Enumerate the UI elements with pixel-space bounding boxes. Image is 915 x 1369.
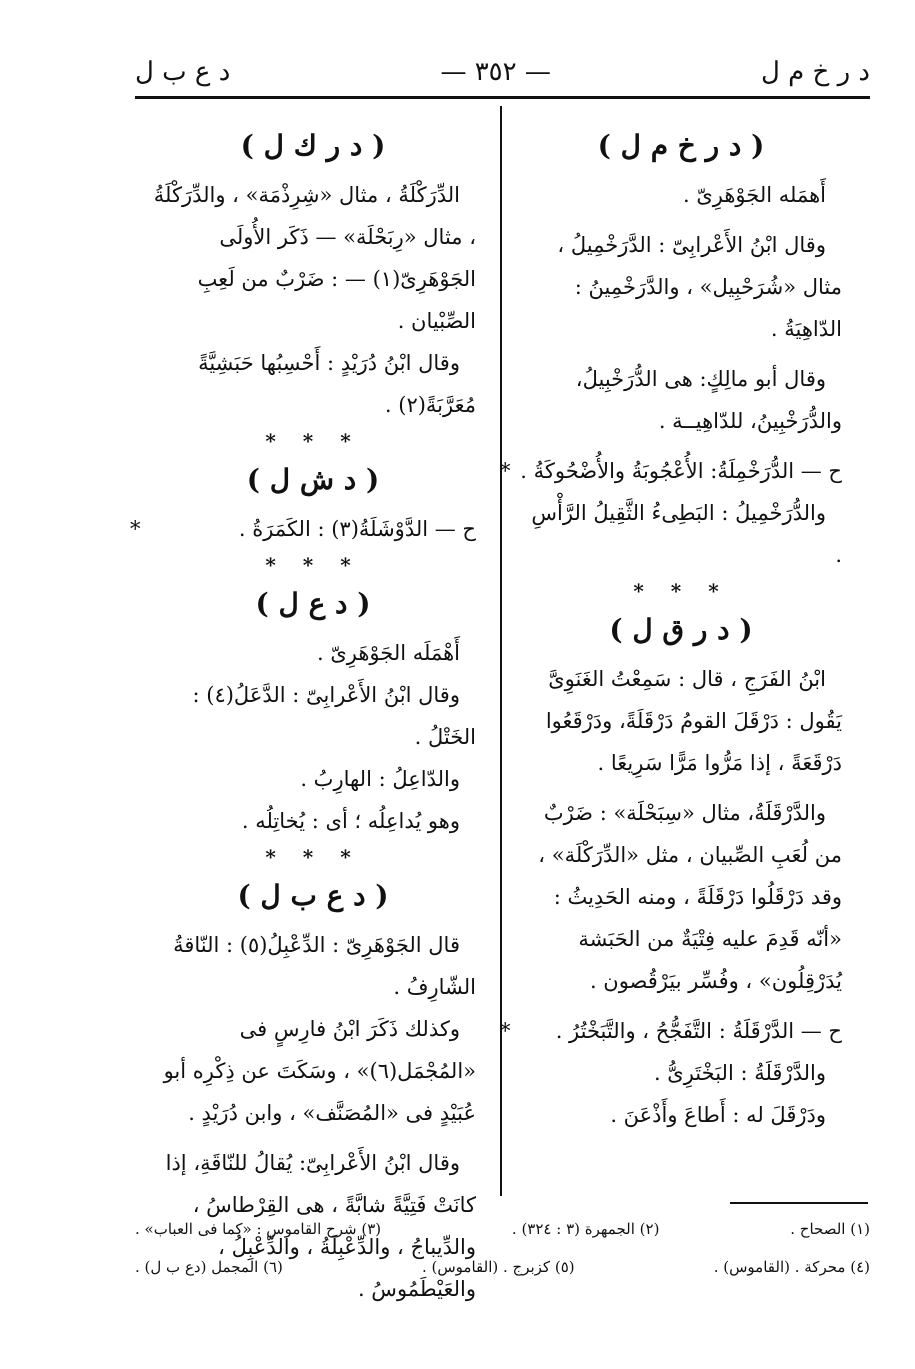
entry-text: وقال ابْنُ الأَعْرابِىّ : الدَّرَخْمِيلُ ، مثال «شُرَحْبِيل» ، والدَّرَخْمِينُ : الدّاهِيَةُ .	[557, 233, 842, 341]
footnote-2: (٢) الجمهرة (٣ : ٣٢٤) .	[511, 1220, 660, 1238]
section-separator: * * *	[265, 553, 361, 577]
entry-title: ( د ر خ م ل )	[597, 129, 765, 162]
section-separator: * * *	[265, 845, 361, 869]
entry-text: والدَّرْقَلَةُ : البَخْتَرِىُّ .	[653, 1061, 826, 1085]
footnote-4: (٤) محركة . (القاموس) .	[713, 1258, 870, 1276]
section-separator: * * *	[265, 429, 361, 453]
page-header	[135, 50, 870, 94]
footnote-3: (٣) شرح القاموس : «كما فى العباب» .	[135, 1220, 382, 1238]
footnote-row	[135, 1248, 870, 1286]
entry-title: ( د ع ب ل )	[237, 879, 389, 912]
entry-text-content: ح — الدُّرَخْمِلَةُ: الأُعْجُوبَةُ والأُضْحُوكَةُ .	[520, 459, 842, 483]
asterisk-marker: *	[500, 459, 511, 483]
entry-text: ابْنُ الفَرَجِ ، قال : سَمِعْتُ الغَنَوِىَّ يَقُول : دَرْقَلَ القومُ دَرْقَلَةً، ودَرْقَعُوا دَرْقَعَةً ، إذا مَرُّوا مَرًّا سَرِيعًا .	[545, 667, 842, 775]
entry-text: أَهمَله الجَوْهَرِىّ .	[682, 183, 826, 207]
entry-text	[500, 450, 842, 492]
footnotes	[135, 1210, 870, 1286]
entry-title: ( د ر ك ل )	[240, 129, 386, 162]
footnote-rule	[730, 1202, 868, 1204]
entry-text: وهو يُداعِلُه ؛ أى : يُخاتِلُه .	[241, 809, 460, 833]
header-left-word: د ع ب ل	[135, 57, 231, 87]
right-column	[500, 120, 842, 1136]
asterisk-marker: *	[500, 1019, 511, 1043]
entry-title: ( د ش ل )	[246, 463, 380, 496]
entry-text: والدُّرَخْمِيلُ : البَطِىءُ الثَّقِيلُ الرَّأْسِ .	[531, 501, 842, 567]
entry-text-content: ح — الدَّوْشَلَةُ(٣) : الكَمَرَةُ .	[238, 517, 476, 541]
section-separator: * * *	[633, 579, 729, 603]
entry-text: أَهْمَلَه الجَوْهَرِىّ .	[316, 641, 460, 665]
entry-text: وكذلك ذَكَرَ ابْنُ فارِسٍ فى «المُجْمَل(٦)» ، وسَكَتَ عن ذِكْرِه أبو عُبَيْدٍ فى «المُصَنَّف» ، وابن دُرَيْدٍ .	[163, 1017, 476, 1125]
entry-text: الدِّرَكْلَةُ ، مثال «شِرِذْمَة» ، والدِّرَكْلَةُ ، مثال «رِبَحْلَة» — ذَكَر الأُولَى الجَوْهَرِىّ(١) — : ضَرْبٌ من لَعِبِ الصِّبْيان .	[153, 183, 476, 333]
entry-text: وقال ابْنُ الأَعْرابِىّ : الدَّعَلُ(٤) : الخَتْلُ .	[192, 683, 476, 749]
entry-text: ودَرْقَلَ له : أَطاعَ وأَذْعَنَ .	[610, 1103, 826, 1127]
footnote-1: (١) الصحاح .	[790, 1220, 870, 1238]
entry-title: ( د ر ق ل )	[609, 613, 753, 646]
footnote-6: (٦) المجمل (دع ب ل) .	[135, 1258, 283, 1276]
header-right-word: د ر خ م ل	[761, 57, 870, 87]
page-number: — ٣٥٢ —	[440, 57, 551, 87]
footnote-5: (٥) كزبرج . (القاموس) .	[421, 1258, 575, 1276]
entry-text	[130, 508, 476, 550]
left-column	[130, 120, 476, 1310]
entry-text: قال الجَوْهَرِىّ : الدِّعْبِلُ(٥) : النّاقةُ الشّارِفُ .	[173, 933, 476, 999]
entry-text	[500, 1010, 842, 1052]
entry-text: وقال ابْنُ دُرَيْدٍ : أَحْسِبُها حَبَشِيَّةً مُعَرَّبَةً(٢) .	[198, 351, 476, 417]
footnote-row	[135, 1210, 870, 1248]
entry-text: وقال ابْنُ الأَعْرابِىّ: يُقالُ للنّاقَةِ، إذا كانَتْ فَتِيَّةً شابَّةً ، هى القِرْطاسُ ، والدِّيباجُ ، والدِّعْبِلَةُ ، والدِّعْبِلُ ، والعَيْطَمُوسُ .	[165, 1151, 476, 1301]
asterisk-marker: *	[130, 517, 141, 541]
entry-text: والدَّرْقَلَةُ، مثال «سِبَحْلَة» : ضَرْبٌ من لُعَبِ الصِّبيان ، مثل «الدِّرَكْلَة» ، وقد دَرْقَلُوا دَرْقَلَةً ، ومنه الحَدِيثُ : «أنّه قَدِمَ عليه فِتْيَةٌ من الحَبَشة يُدَرْقِلُون» ، وفُسِّر بيَرْقُصون .	[538, 801, 842, 993]
entry-text: وقال أبو مالِكٍ: هى الدُّرَخْبِيلُ، والدُّرَخْبِينُ، للدّاهِيــة .	[575, 367, 842, 433]
entry-text: والدّاعِلُ : الهارِبُ .	[300, 767, 460, 791]
entry-title: ( د ع ل )	[255, 587, 371, 620]
entry-text-content: ح — الدَّرْقَلَةُ : التَّفَجُّحُ ، والتَّبَخْتُرُ .	[555, 1019, 842, 1043]
header-rule	[135, 96, 870, 99]
